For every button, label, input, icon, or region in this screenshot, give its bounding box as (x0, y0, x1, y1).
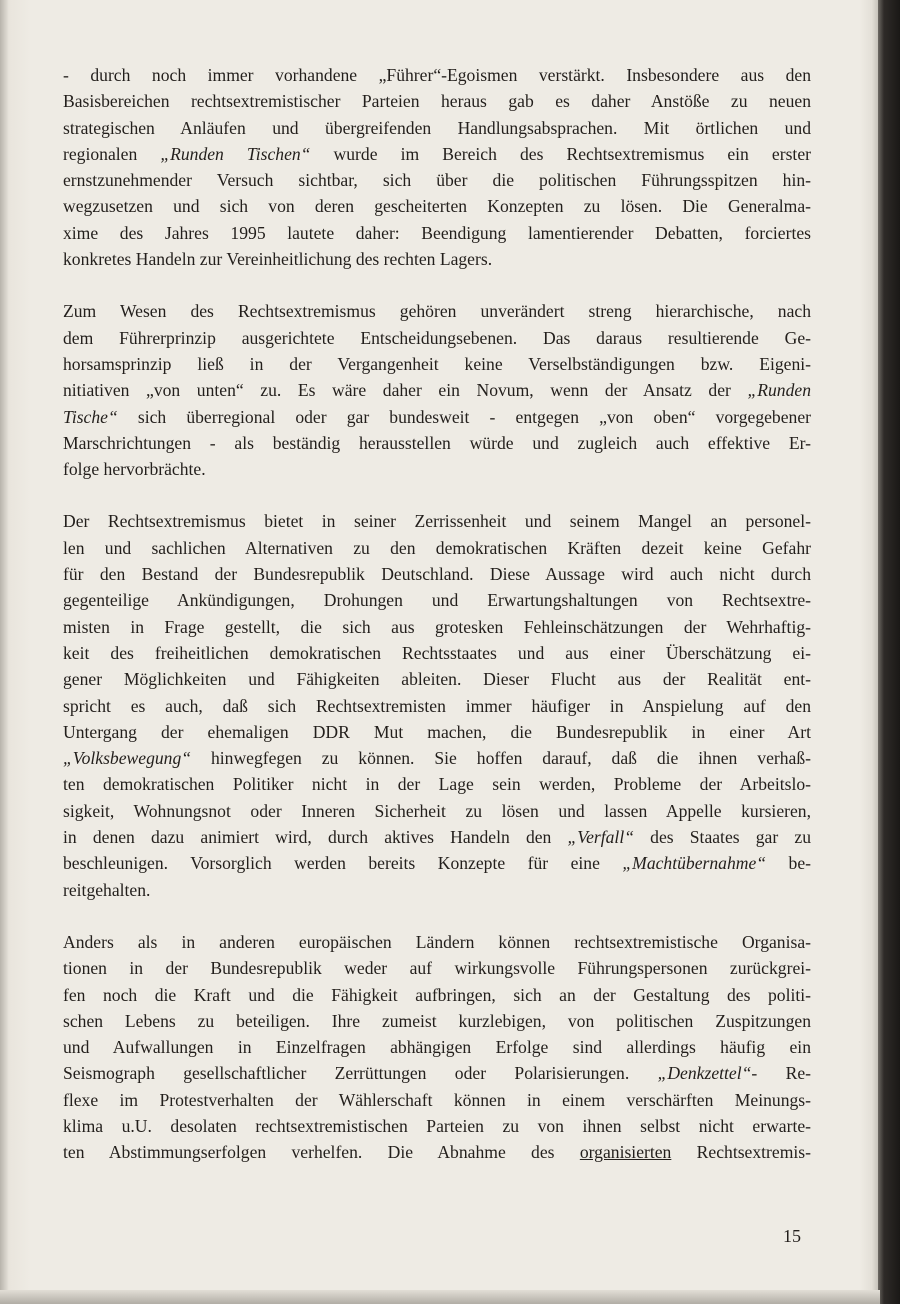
emphasized-term: „Verfall“ (567, 827, 634, 848)
text-line (63, 1008, 811, 1034)
text-segment: des Staates gar zu (634, 827, 811, 848)
emphasized-term: „Volksbewegung“ (63, 748, 192, 769)
text-line (63, 404, 811, 430)
text-segment: be- (766, 853, 811, 874)
text-segment: spricht es auch, daß sich Rechtsextremisten immer häufiger in Anspielung auf den (63, 695, 811, 716)
text-line (63, 1087, 811, 1113)
text-segment: und Aufwallungen in Einzelfragen abhängigen Erfolge sind allerdings häufig ein (63, 1037, 811, 1058)
text-segment: Der Rechtsextremismus bietet in seiner Zerrissenheit und seinem Mangel an personel- (63, 511, 811, 532)
text-segment: schen Lebens zu beteiligen. Ihre zumeist kurzlebigen, von politischen Zuspitzungen (63, 1010, 811, 1031)
text-line (63, 798, 811, 824)
text-segment: folge hervorbrächte. (63, 459, 206, 480)
text-line (63, 167, 811, 193)
text-line (63, 535, 811, 561)
text-line (63, 719, 811, 745)
text-segment: Untergang der ehemaligen DDR Mut machen, die Bundesrepublik in einer Art (63, 721, 811, 742)
text-segment: strategischen Anläufen und übergreifenden Handlungsabsprachen. Mit örtlichen und (63, 117, 811, 138)
text-line (63, 877, 811, 903)
page-number: 15 (783, 1226, 801, 1246)
text-line (63, 850, 811, 876)
text-segment: ten Abstimmungserfolgen verhelfen. Die Abnahme des (63, 1142, 580, 1163)
emphasized-term: „Machtübernahme“ (622, 853, 767, 874)
text-line (63, 614, 811, 640)
text-segment: flexe im Protestverhalten der Wählerschaft können in einem verschärften Meinungs- (63, 1089, 811, 1110)
text-segment: len und sachlichen Alternativen zu den demokratischen Kräften dezeit keine Gefahr (63, 537, 811, 558)
text-segment: dem Führerprinzip ausgerichtete Entscheidungsebenen. Das daraus resultierende Ge- (63, 327, 811, 348)
paragraph (63, 929, 811, 1166)
text-line (63, 745, 811, 771)
text-line (63, 771, 811, 797)
text-segment: misten in Frage gestellt, die sich aus grotesken Fehleinschätzungen der Wehrhaftig- (63, 616, 811, 637)
text-line (63, 430, 811, 456)
paragraph (63, 508, 811, 902)
page-edge-right (878, 0, 900, 1304)
text-segment: keit des freiheitlichen demokratischen Rechtsstaates und aus einer Überschätzung ei- (63, 642, 811, 663)
text-segment: horsamsprinzip ließ in der Vergangenheit keine Verselbständigungen bzw. Eigeni- (63, 353, 811, 374)
text-line (63, 824, 811, 850)
text-segment: in denen dazu animiert wird, durch aktives Handeln den (63, 827, 568, 848)
text-segment: Zum Wesen des Rechtsextremismus gehören unverändert streng hierarchische, nach (63, 301, 811, 322)
text-line (63, 298, 811, 324)
text-segment: xime des Jahres 1995 lautete daher: Beendigung lamentierender Debatten, forciertes (63, 222, 811, 243)
text-line (63, 62, 811, 88)
text-line (63, 693, 811, 719)
text-segment: Seismograph gesellschaftlicher Zerrüttungen oder Polarisierungen. (63, 1063, 658, 1084)
text-segment: sich überregional oder gar bundesweit - entgegen „von oben“ vorgegebener (117, 406, 811, 427)
paragraph (63, 298, 811, 482)
text-segment: Rechtsextremis- (671, 1142, 811, 1163)
text-line (63, 640, 811, 666)
text-segment: gegenteilige Ankündigungen, Drohungen und Erwartungshaltungen von Rechtsextre- (63, 590, 811, 611)
text-segment: regionalen (63, 143, 161, 164)
text-line (63, 377, 811, 403)
text-segment: nitiativen „von unten“ zu. Es wäre daher ein Novum, wenn der Ansatz der (63, 380, 748, 401)
emphasized-term: „Denkzettel“ (657, 1063, 752, 1084)
text-line (63, 1113, 811, 1139)
text-line (63, 666, 811, 692)
text-line (63, 508, 811, 534)
text-segment: wegzusetzen und sich von deren gescheiterten Konzepten zu lösen. Die Generalma- (63, 196, 811, 217)
text-segment: gener Möglichkeiten und Fähigkeiten ableiten. Dieser Flucht aus der Realität ent- (63, 669, 811, 690)
text-line (63, 1034, 811, 1060)
text-line (63, 982, 811, 1008)
text-segment: Marschrichtungen - als beständig herausstellen würde und zugleich auch effektive Er- (63, 432, 811, 453)
text-segment: für den Bestand der Bundesrepublik Deutschland. Diese Aussage wird auch nicht durch (63, 564, 811, 585)
text-line (63, 141, 811, 167)
text-segment: wurde im Bereich des Rechtsextremismus ein erster (310, 143, 811, 164)
binding-shadow (0, 0, 8, 1304)
text-segment: tionen in der Bundesrepublik weder auf wirkungsvolle Führungspersonen zurückgrei- (63, 958, 811, 979)
emphasized-term: „Runden (747, 380, 811, 401)
text-segment: Basisbereichen rechtsextremistischer Parteien heraus gab es daher Anstöße zu neuen (63, 91, 811, 112)
underlined-term: organisierten (579, 1142, 672, 1163)
text-line (63, 1060, 811, 1086)
text-line (63, 88, 811, 114)
text-line (63, 1139, 811, 1165)
text-segment: sigkeit, Wohnungsnot oder Inneren Sicherheit zu lösen und lassen Appelle kursieren, (63, 800, 811, 821)
text-segment: klima u.U. desolaten rechtsextremistischen Parteien zu von ihnen selbst nicht erwarte- (63, 1115, 811, 1136)
document-body (63, 62, 811, 1192)
text-segment: reitgehalten. (63, 879, 151, 900)
text-line (63, 246, 811, 272)
text-line (63, 220, 811, 246)
text-line (63, 351, 811, 377)
text-segment: ten demokratischen Politiker nicht in der Lage sein werden, Probleme der Arbeitslo- (63, 774, 811, 795)
text-line (63, 929, 811, 955)
text-line (63, 193, 811, 219)
paragraph (63, 62, 811, 272)
text-segment: - Re- (751, 1063, 811, 1084)
text-segment: hinwegfegen zu können. Sie hoffen darauf, daß die ihnen verhaß- (191, 748, 811, 769)
text-segment: beschleunigen. Vorsorglich werden bereits Konzepte für eine (63, 853, 623, 874)
page-edge-bottom (0, 1290, 880, 1304)
text-line (63, 456, 811, 482)
text-segment: - durch noch immer vorhandene „Führer“-Egoismen verstärkt. Insbesondere aus den (63, 65, 811, 85)
text-segment: ernstzunehmender Versuch sichtbar, sich über die politischen Führungsspitzen hin- (63, 170, 811, 191)
text-segment: Anders als in anderen europäischen Ländern können rechtsextremistische Organisa- (63, 931, 811, 952)
text-segment: fen noch die Kraft und die Fähigkeit aufbringen, sich an der Gestaltung des politi- (63, 984, 811, 1005)
text-segment: konkretes Handeln zur Vereinheitlichung des rechten Lagers. (63, 249, 493, 270)
text-line (63, 561, 811, 587)
text-line (63, 115, 811, 141)
text-line (63, 955, 811, 981)
text-line (63, 587, 811, 613)
emphasized-term: Tische“ (63, 406, 118, 427)
text-line (63, 325, 811, 351)
emphasized-term: „Runden Tischen“ (160, 143, 311, 164)
